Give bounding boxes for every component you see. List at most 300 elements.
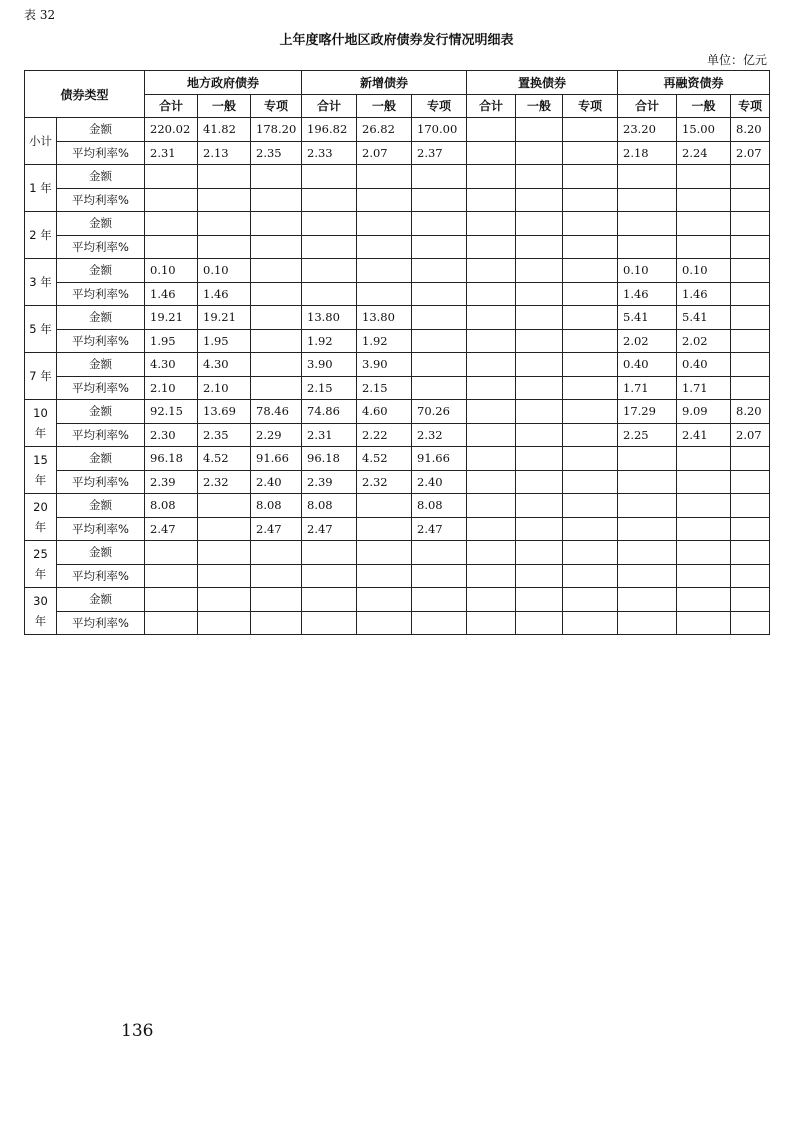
value-cell	[677, 447, 731, 471]
value-cell	[731, 165, 770, 189]
value-cell	[412, 376, 467, 400]
term-label: 1 年	[25, 165, 57, 212]
table-row	[25, 259, 770, 283]
value-cell	[516, 611, 563, 635]
value-cell: 0.10	[618, 259, 677, 283]
value-cell	[251, 564, 302, 588]
subcol-header: 一般	[677, 94, 731, 118]
value-cell: 170.00	[412, 118, 467, 142]
term-label: 25 年	[25, 541, 57, 588]
value-cell	[357, 259, 412, 283]
value-cell: 2.39	[145, 470, 198, 494]
table-row	[25, 188, 770, 212]
value-cell	[563, 494, 618, 518]
page-title: 上年度喀什地区政府债券发行情况明细表	[279, 33, 514, 48]
value-cell: 2.30	[145, 423, 198, 447]
value-cell	[412, 212, 467, 236]
value-cell	[516, 400, 563, 424]
value-cell	[563, 188, 618, 212]
value-cell	[563, 400, 618, 424]
value-cell	[563, 329, 618, 353]
metric-label: 金额	[57, 447, 145, 471]
value-cell	[467, 353, 516, 377]
table-row	[25, 141, 770, 165]
value-cell: 2.15	[357, 376, 412, 400]
value-cell	[251, 212, 302, 236]
value-cell	[563, 259, 618, 283]
value-cell	[516, 118, 563, 142]
value-cell	[563, 235, 618, 259]
value-cell	[467, 329, 516, 353]
table-row	[25, 376, 770, 400]
value-cell: 0.10	[677, 259, 731, 283]
value-cell: 19.21	[198, 306, 251, 330]
value-cell	[618, 447, 677, 471]
value-cell	[302, 611, 357, 635]
value-cell	[251, 376, 302, 400]
value-cell	[516, 235, 563, 259]
value-cell: 2.07	[731, 423, 770, 447]
value-cell	[618, 165, 677, 189]
value-cell	[467, 541, 516, 565]
value-cell: 1.71	[618, 376, 677, 400]
value-cell	[357, 235, 412, 259]
value-cell	[563, 212, 618, 236]
value-cell	[731, 564, 770, 588]
value-cell	[145, 235, 198, 259]
value-cell	[677, 165, 731, 189]
value-cell: 2.47	[145, 517, 198, 541]
value-cell	[731, 259, 770, 283]
value-cell: 2.39	[302, 470, 357, 494]
metric-label: 金额	[57, 541, 145, 565]
metric-label: 平均利率%	[57, 141, 145, 165]
value-cell	[357, 212, 412, 236]
value-cell: 2.25	[618, 423, 677, 447]
value-cell	[357, 165, 412, 189]
value-cell	[516, 141, 563, 165]
value-cell: 4.52	[357, 447, 412, 471]
value-cell: 1.95	[145, 329, 198, 353]
group-header-local-gov: 地方政府债券	[145, 71, 302, 95]
value-cell	[467, 611, 516, 635]
value-cell	[145, 165, 198, 189]
value-cell	[467, 259, 516, 283]
metric-label: 平均利率%	[57, 329, 145, 353]
value-cell	[563, 376, 618, 400]
value-cell	[516, 447, 563, 471]
subcol-header: 一般	[516, 94, 563, 118]
value-cell: 23.20	[618, 118, 677, 142]
value-cell	[467, 282, 516, 306]
metric-label: 平均利率%	[57, 376, 145, 400]
value-cell	[198, 588, 251, 612]
metric-label: 平均利率%	[57, 517, 145, 541]
value-cell	[302, 235, 357, 259]
value-cell: 2.10	[145, 376, 198, 400]
value-cell	[516, 376, 563, 400]
table-row	[25, 541, 770, 565]
value-cell	[412, 235, 467, 259]
value-cell: 15.00	[677, 118, 731, 142]
value-cell	[677, 188, 731, 212]
metric-label: 平均利率%	[57, 423, 145, 447]
value-cell: 13.80	[302, 306, 357, 330]
metric-label: 金额	[57, 118, 145, 142]
value-cell: 2.29	[251, 423, 302, 447]
value-cell	[251, 188, 302, 212]
value-cell	[677, 470, 731, 494]
value-cell	[198, 212, 251, 236]
value-cell: 2.07	[731, 141, 770, 165]
term-label: 3 年	[25, 259, 57, 306]
value-cell	[731, 517, 770, 541]
value-cell: 4.30	[198, 353, 251, 377]
value-cell	[198, 541, 251, 565]
value-cell: 96.18	[302, 447, 357, 471]
value-cell	[677, 541, 731, 565]
value-cell: 0.40	[618, 353, 677, 377]
subcol-header: 专项	[412, 94, 467, 118]
value-cell: 70.26	[412, 400, 467, 424]
value-cell: 19.21	[145, 306, 198, 330]
value-cell	[145, 611, 198, 635]
value-cell	[618, 517, 677, 541]
value-cell	[516, 494, 563, 518]
value-cell	[731, 188, 770, 212]
value-cell	[251, 329, 302, 353]
value-cell	[467, 235, 516, 259]
value-cell	[516, 564, 563, 588]
value-cell	[251, 235, 302, 259]
value-cell	[516, 188, 563, 212]
value-cell	[731, 329, 770, 353]
value-cell: 1.46	[618, 282, 677, 306]
table-row	[25, 165, 770, 189]
value-cell	[412, 611, 467, 635]
value-cell	[467, 376, 516, 400]
value-cell	[731, 376, 770, 400]
value-cell: 2.40	[251, 470, 302, 494]
metric-label: 金额	[57, 494, 145, 518]
subcol-header: 一般	[198, 94, 251, 118]
value-cell	[198, 517, 251, 541]
value-cell	[467, 188, 516, 212]
value-cell: 2.32	[357, 470, 412, 494]
table-row	[25, 282, 770, 306]
term-label: 7 年	[25, 353, 57, 400]
value-cell	[516, 212, 563, 236]
value-cell	[563, 588, 618, 612]
value-cell	[251, 611, 302, 635]
value-cell	[516, 306, 563, 330]
value-cell	[731, 588, 770, 612]
value-cell	[145, 588, 198, 612]
value-cell: 2.41	[677, 423, 731, 447]
value-cell	[251, 353, 302, 377]
value-cell	[412, 588, 467, 612]
table-row	[25, 564, 770, 588]
value-cell	[357, 494, 412, 518]
value-cell	[357, 588, 412, 612]
term-label: 10 年	[25, 400, 57, 447]
value-cell	[302, 212, 357, 236]
value-cell	[357, 564, 412, 588]
subcol-header: 合计	[618, 94, 677, 118]
value-cell	[677, 212, 731, 236]
value-cell	[677, 588, 731, 612]
value-cell	[357, 541, 412, 565]
value-cell: 2.32	[198, 470, 251, 494]
value-cell: 41.82	[198, 118, 251, 142]
value-cell	[618, 212, 677, 236]
value-cell: 2.40	[412, 470, 467, 494]
value-cell	[357, 517, 412, 541]
value-cell: 1.46	[145, 282, 198, 306]
value-cell: 8.08	[302, 494, 357, 518]
value-cell: 5.41	[618, 306, 677, 330]
metric-label: 平均利率%	[57, 564, 145, 588]
value-cell	[563, 611, 618, 635]
value-cell	[677, 611, 731, 635]
value-cell: 2.15	[302, 376, 357, 400]
group-header-replacement: 置换债券	[467, 71, 618, 95]
term-label: 15 年	[25, 447, 57, 494]
value-cell: 2.35	[198, 423, 251, 447]
value-cell	[198, 611, 251, 635]
value-cell: 26.82	[357, 118, 412, 142]
table-row	[25, 212, 770, 236]
value-cell: 0.40	[677, 353, 731, 377]
value-cell: 2.47	[302, 517, 357, 541]
value-cell: 8.08	[412, 494, 467, 518]
value-cell	[412, 188, 467, 212]
value-cell	[563, 282, 618, 306]
value-cell	[302, 165, 357, 189]
metric-label: 平均利率%	[57, 611, 145, 635]
value-cell: 4.52	[198, 447, 251, 471]
value-cell: 0.10	[145, 259, 198, 283]
value-cell	[618, 188, 677, 212]
value-cell: 17.29	[618, 400, 677, 424]
metric-label: 金额	[57, 259, 145, 283]
value-cell: 2.31	[145, 141, 198, 165]
value-cell: 2.13	[198, 141, 251, 165]
value-cell	[516, 259, 563, 283]
value-cell: 2.47	[251, 517, 302, 541]
value-cell: 13.80	[357, 306, 412, 330]
value-cell	[357, 611, 412, 635]
value-cell: 2.35	[251, 141, 302, 165]
value-cell	[467, 447, 516, 471]
value-cell	[198, 188, 251, 212]
value-cell	[412, 282, 467, 306]
metric-label: 平均利率%	[57, 470, 145, 494]
value-cell: 91.66	[251, 447, 302, 471]
value-cell	[467, 212, 516, 236]
value-cell: 4.30	[145, 353, 198, 377]
value-cell	[467, 423, 516, 447]
table-row	[25, 423, 770, 447]
value-cell	[516, 165, 563, 189]
value-cell	[467, 588, 516, 612]
value-cell: 1.95	[198, 329, 251, 353]
value-cell	[302, 282, 357, 306]
value-cell	[145, 212, 198, 236]
value-cell	[467, 494, 516, 518]
subcol-header: 合计	[467, 94, 516, 118]
value-cell: 1.92	[357, 329, 412, 353]
table-row	[25, 494, 770, 518]
table-row	[25, 447, 770, 471]
page-number: 136	[121, 1021, 154, 1041]
value-cell	[145, 188, 198, 212]
value-cell	[145, 541, 198, 565]
value-cell: 8.08	[251, 494, 302, 518]
value-cell: 74.86	[302, 400, 357, 424]
value-cell	[677, 494, 731, 518]
value-cell	[467, 470, 516, 494]
value-cell: 2.31	[302, 423, 357, 447]
table-row	[25, 611, 770, 635]
value-cell	[467, 141, 516, 165]
value-cell: 2.10	[198, 376, 251, 400]
value-cell: 2.02	[618, 329, 677, 353]
value-cell	[563, 564, 618, 588]
value-cell: 5.41	[677, 306, 731, 330]
value-cell	[516, 588, 563, 612]
metric-label: 金额	[57, 353, 145, 377]
value-cell	[251, 306, 302, 330]
value-cell	[563, 141, 618, 165]
value-cell	[618, 541, 677, 565]
group-header-new: 新增债券	[302, 71, 467, 95]
value-cell	[516, 517, 563, 541]
subcol-header: 合计	[302, 94, 357, 118]
subcol-header: 专项	[251, 94, 302, 118]
value-cell	[618, 494, 677, 518]
value-cell: 0.10	[198, 259, 251, 283]
value-cell	[731, 494, 770, 518]
value-cell	[516, 353, 563, 377]
value-cell	[731, 235, 770, 259]
value-cell	[467, 306, 516, 330]
group-header-refinancing: 再融资债券	[618, 71, 770, 95]
term-label: 2 年	[25, 212, 57, 259]
value-cell	[467, 564, 516, 588]
table-row	[25, 235, 770, 259]
term-label: 小计	[25, 118, 57, 165]
value-cell	[731, 541, 770, 565]
value-cell	[516, 541, 563, 565]
value-cell: 2.24	[677, 141, 731, 165]
metric-label: 金额	[57, 588, 145, 612]
value-cell	[731, 212, 770, 236]
value-cell	[563, 447, 618, 471]
value-cell: 220.02	[145, 118, 198, 142]
metric-label: 平均利率%	[57, 188, 145, 212]
subcol-header: 合计	[145, 94, 198, 118]
value-cell	[563, 165, 618, 189]
value-cell	[618, 588, 677, 612]
value-cell: 8.08	[145, 494, 198, 518]
value-cell	[412, 165, 467, 189]
value-cell: 9.09	[677, 400, 731, 424]
value-cell: 2.22	[357, 423, 412, 447]
value-cell	[467, 400, 516, 424]
table-row	[25, 517, 770, 541]
value-cell	[467, 165, 516, 189]
value-cell	[251, 588, 302, 612]
table-number: 表 32	[24, 8, 56, 22]
value-cell	[516, 470, 563, 494]
term-label: 20 年	[25, 494, 57, 541]
value-cell	[357, 188, 412, 212]
value-cell	[412, 329, 467, 353]
metric-label: 金额	[57, 212, 145, 236]
value-cell	[563, 306, 618, 330]
value-cell	[677, 564, 731, 588]
value-cell: 2.02	[677, 329, 731, 353]
value-cell	[618, 564, 677, 588]
value-cell	[618, 470, 677, 494]
value-cell: 2.37	[412, 141, 467, 165]
value-cell: 91.66	[412, 447, 467, 471]
value-cell: 2.47	[412, 517, 467, 541]
value-cell: 178.20	[251, 118, 302, 142]
value-cell	[731, 611, 770, 635]
value-cell	[467, 118, 516, 142]
value-cell	[412, 259, 467, 283]
metric-label: 金额	[57, 306, 145, 330]
table-row	[25, 588, 770, 612]
value-cell	[357, 282, 412, 306]
value-cell: 3.90	[302, 353, 357, 377]
subcol-header: 一般	[357, 94, 412, 118]
value-cell	[412, 564, 467, 588]
value-cell	[251, 282, 302, 306]
table-row	[25, 353, 770, 377]
value-cell	[563, 118, 618, 142]
value-cell	[677, 517, 731, 541]
value-cell	[731, 447, 770, 471]
value-cell: 3.90	[357, 353, 412, 377]
value-cell	[302, 259, 357, 283]
table-row	[25, 306, 770, 330]
table-row	[25, 329, 770, 353]
metric-label: 平均利率%	[57, 282, 145, 306]
value-cell: 1.92	[302, 329, 357, 353]
value-cell	[731, 282, 770, 306]
value-cell: 8.20	[731, 118, 770, 142]
value-cell: 13.69	[198, 400, 251, 424]
metric-label: 平均利率%	[57, 235, 145, 259]
value-cell	[302, 541, 357, 565]
value-cell	[618, 235, 677, 259]
value-cell	[467, 517, 516, 541]
value-cell: 1.71	[677, 376, 731, 400]
value-cell	[563, 353, 618, 377]
value-cell	[731, 306, 770, 330]
value-cell: 2.18	[618, 141, 677, 165]
value-cell	[563, 541, 618, 565]
table-row	[25, 118, 770, 142]
table-body	[25, 118, 770, 635]
table-row	[25, 400, 770, 424]
value-cell	[677, 235, 731, 259]
value-cell: 2.07	[357, 141, 412, 165]
value-cell	[412, 353, 467, 377]
